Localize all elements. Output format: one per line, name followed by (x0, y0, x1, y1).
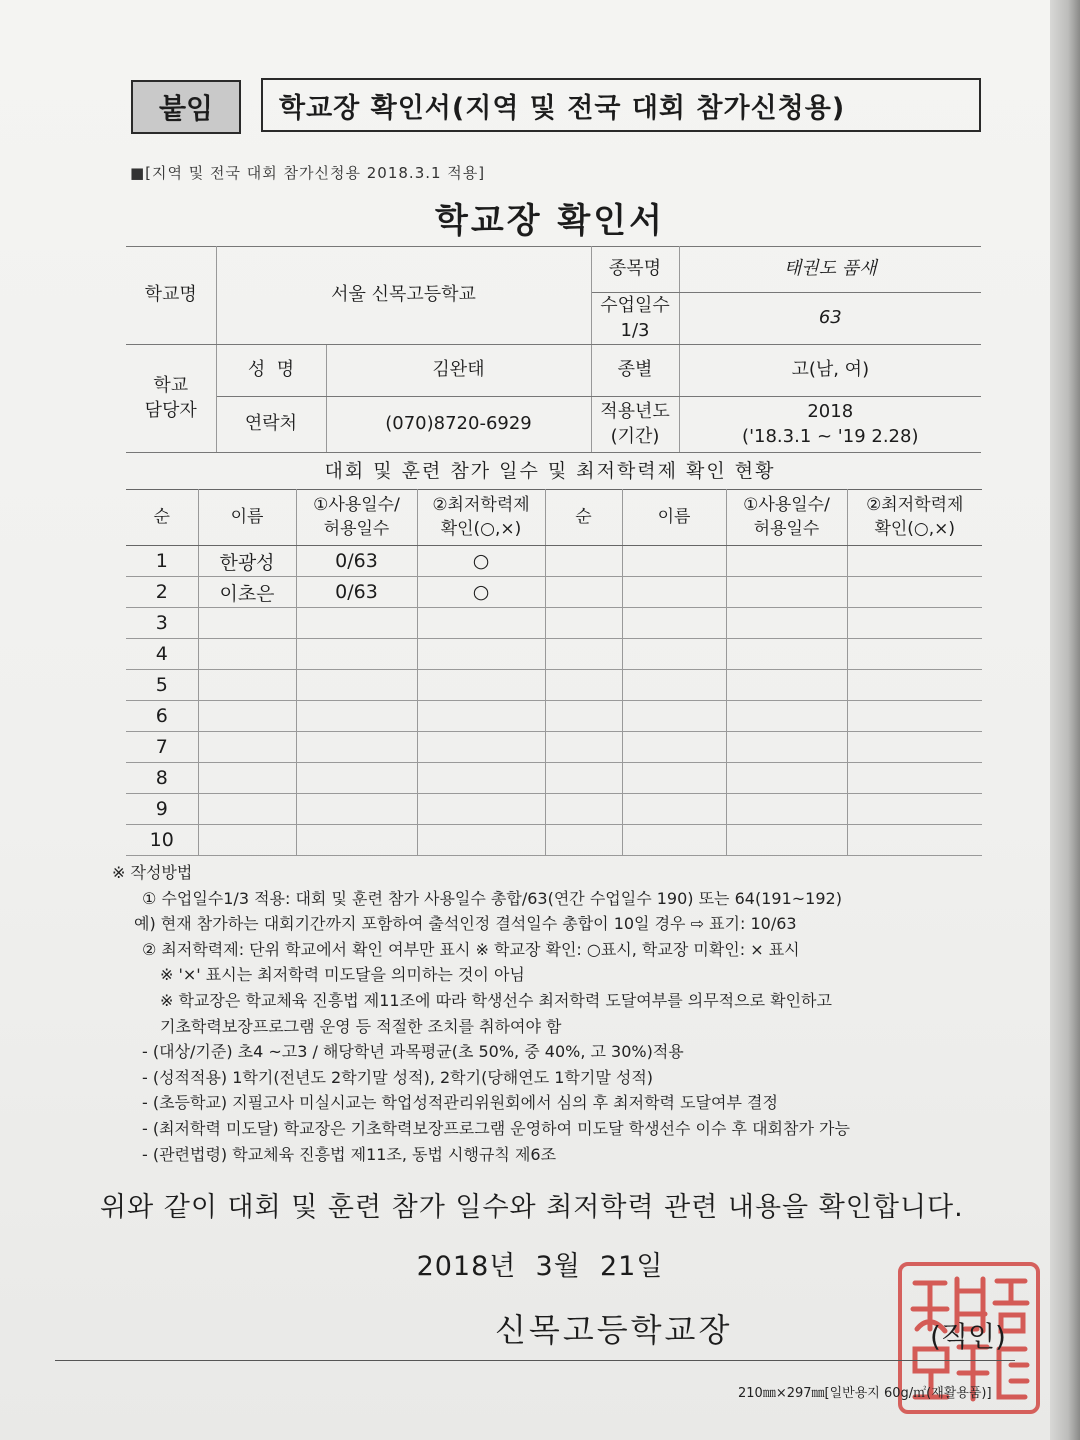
used-days (296, 825, 417, 856)
empty-cell (622, 732, 726, 763)
min-academic-check (417, 608, 545, 639)
empty-cell (622, 763, 726, 794)
row-number: 10 (126, 825, 198, 856)
student-name (198, 794, 296, 825)
used-days: 0/63 (296, 546, 417, 577)
empty-cell (847, 608, 982, 639)
status-column-header: ①사용일수/ 허용일수 (726, 490, 847, 546)
row-number: 6 (126, 701, 198, 732)
used-days (296, 794, 417, 825)
table-row (126, 701, 982, 732)
student-name: 이초은 (198, 577, 296, 608)
school-info-table (126, 246, 981, 453)
row-number: 1 (126, 546, 198, 577)
form-subnote: ■[지역 및 전국 대회 참가신청용 2018.3.1 적용] (130, 164, 486, 182)
document-title: 학교장 확인서 (435, 201, 665, 241)
student-name (198, 701, 296, 732)
empty-cell (726, 608, 847, 639)
status-column-header: 순 (126, 490, 198, 546)
used-days (296, 670, 417, 701)
min-academic-check (417, 763, 545, 794)
class-days-value: 63 (679, 293, 981, 345)
row-number: 2 (126, 577, 198, 608)
issue-date: 2018년 3월 21일 (416, 1251, 664, 1282)
min-academic-check: ○ (417, 577, 545, 608)
row-number: 5 (126, 670, 198, 701)
status-heading: 대회 및 훈련 참가 일수 및 최저학력제 확인 현황 (324, 460, 776, 482)
event-label: 종목명 (591, 247, 679, 293)
form-title-box: 학교장 확인서(지역 및 전국 대회 참가신청용) (261, 78, 981, 132)
empty-cell (847, 639, 982, 670)
empty-cell (622, 639, 726, 670)
used-days (296, 763, 417, 794)
table-row (126, 670, 982, 701)
empty-cell (847, 577, 982, 608)
used-days: 0/63 (296, 577, 417, 608)
empty-cell (545, 577, 622, 608)
empty-cell (726, 794, 847, 825)
empty-cell (847, 701, 982, 732)
instruction-line: - (관련법령) 학교체육 진흥법 제11조, 동법 시행규칙 제6조 (142, 1144, 557, 1164)
instruction-line: 기초학력보장프로그램 운영 등 적절한 조치를 취하여야 함 (160, 1016, 562, 1036)
attachment-tag: 붙임 (131, 80, 241, 134)
event-value: 태권도 품새 (679, 247, 981, 293)
row-number: 3 (126, 608, 198, 639)
instruction-line: ② 최저학력제: 단위 학교에서 확인 여부만 표시 ※ 학교장 확인: ○표시, 학교장 미확인: × 표시 (142, 939, 800, 959)
empty-cell (545, 639, 622, 670)
status-column-header: ①사용일수/ 허용일수 (296, 490, 417, 546)
student-name (198, 825, 296, 856)
student-name: 한광성 (198, 546, 296, 577)
row-number: 9 (126, 794, 198, 825)
student-name (198, 670, 296, 701)
table-row (126, 577, 982, 608)
name-value: 김완태 (326, 345, 591, 397)
min-academic-check: ○ (417, 546, 545, 577)
empty-cell (847, 670, 982, 701)
empty-cell (726, 763, 847, 794)
empty-cell (545, 763, 622, 794)
table-row (126, 825, 982, 856)
min-academic-check (417, 639, 545, 670)
table-row (126, 732, 982, 763)
empty-cell (545, 825, 622, 856)
status-header-row (126, 490, 982, 546)
table-row (126, 794, 982, 825)
empty-cell (545, 670, 622, 701)
student-name (198, 608, 296, 639)
manager-label: 학교 담당자 (126, 345, 216, 453)
status-column-header: ②최저학력제 확인(○,×) (417, 490, 545, 546)
empty-cell (726, 577, 847, 608)
paper-spec-footer: 210㎜×297㎜[일반용지 60g/㎡(재활용품)] (738, 1386, 992, 1401)
year-label: 적용년도 (기간) (591, 397, 679, 453)
empty-cell (622, 825, 726, 856)
empty-cell (726, 701, 847, 732)
writing-instructions (112, 860, 1002, 1167)
year-value: 2018 ('18.3.1 ~ '19 2.28) (679, 397, 981, 453)
contact-label: 연락처 (216, 397, 326, 453)
table-row (126, 608, 982, 639)
empty-cell (726, 670, 847, 701)
used-days (296, 732, 417, 763)
empty-cell (847, 732, 982, 763)
instruction-line: - (대상/기준) 초4 ~고3 / 해당학년 과목평균(초 50%, 중 40%, 고 30%)적용 (142, 1042, 684, 1062)
instruction-line: - (초등학교) 지필고사 미실시교는 학업성적관리위원회에서 심의 후 최저학력 도달여부 결정 (142, 1093, 778, 1113)
empty-cell (545, 732, 622, 763)
status-table (126, 489, 982, 856)
instruction-line: - (성적적용) 1학기(전년도 2학기말 성적), 2학기(당해연도 1학기말 성적) (142, 1067, 654, 1087)
empty-cell (726, 546, 847, 577)
instruction-line: ※ 학교장은 학교체육 진흥법 제11조에 따라 학생선수 최저학력 도달여부를 의무적으로 확인하고 (160, 990, 832, 1010)
empty-cell (726, 639, 847, 670)
min-academic-check (417, 701, 545, 732)
empty-cell (847, 825, 982, 856)
used-days (296, 639, 417, 670)
school-name-label: 학교명 (126, 247, 216, 345)
empty-cell (726, 732, 847, 763)
instruction-line: ① 수업일수1/3 적용: 대회 및 훈련 참가 사용일수 총합/63(연간 수업일수 190) 또는 64(191~192) (142, 888, 842, 908)
status-column-header: ②최저학력제 확인(○,×) (847, 490, 982, 546)
empty-cell (545, 794, 622, 825)
table-row (126, 639, 982, 670)
contact-value: (070)8720-6929 (326, 397, 591, 453)
empty-cell (847, 794, 982, 825)
row-number: 4 (126, 639, 198, 670)
min-academic-check (417, 670, 545, 701)
row-number: 7 (126, 732, 198, 763)
seal-label: (직인) (930, 1320, 1006, 1353)
school-name-value: 서울 신목고등학교 (216, 247, 591, 345)
class-days-label: 수업일수 1/3 (591, 293, 679, 345)
empty-cell (622, 670, 726, 701)
empty-cell (622, 608, 726, 639)
used-days (296, 608, 417, 639)
status-column-header: 순 (545, 490, 622, 546)
empty-cell (622, 701, 726, 732)
type-value: 고(남, 여) (679, 345, 981, 397)
empty-cell (545, 608, 622, 639)
name-label: 성 명 (216, 345, 326, 397)
instruction-line: 예) 현재 참가하는 대회기간까지 포함하여 출석인정 결석일수 총합이 10일 경우 ⇨ 표기: 10/63 (134, 914, 797, 934)
empty-cell (622, 577, 726, 608)
min-academic-check (417, 794, 545, 825)
empty-cell (622, 546, 726, 577)
issuer-name: 신목고등학교장 (495, 1311, 733, 1349)
student-name (198, 732, 296, 763)
empty-cell (545, 701, 622, 732)
type-label: 종별 (591, 345, 679, 397)
status-column-header: 이름 (622, 490, 726, 546)
empty-cell (545, 546, 622, 577)
table-row (126, 546, 982, 577)
empty-cell (847, 546, 982, 577)
empty-cell (847, 763, 982, 794)
confirmation-statement: 위와 같이 대회 및 훈련 참가 일수와 최저학력 관련 내용을 확인합니다. (100, 1192, 964, 1223)
min-academic-check (417, 732, 545, 763)
min-academic-check (417, 825, 545, 856)
student-name (198, 763, 296, 794)
table-row (126, 763, 982, 794)
instruction-line: ※ 작성방법 (112, 863, 193, 882)
empty-cell (726, 825, 847, 856)
row-number: 8 (126, 763, 198, 794)
status-column-header: 이름 (198, 490, 296, 546)
student-name (198, 639, 296, 670)
used-days (296, 701, 417, 732)
instruction-line: ※ '×' 표시는 최저학력 미도달을 의미하는 것이 아님 (160, 965, 525, 985)
instruction-line: - (최저학력 미도달) 학교장은 기초학력보장프로그램 운영하여 미도달 학생선수 이수 후 대회참가 가능 (142, 1118, 850, 1138)
bottom-divider (55, 1360, 1015, 1361)
empty-cell (622, 794, 726, 825)
